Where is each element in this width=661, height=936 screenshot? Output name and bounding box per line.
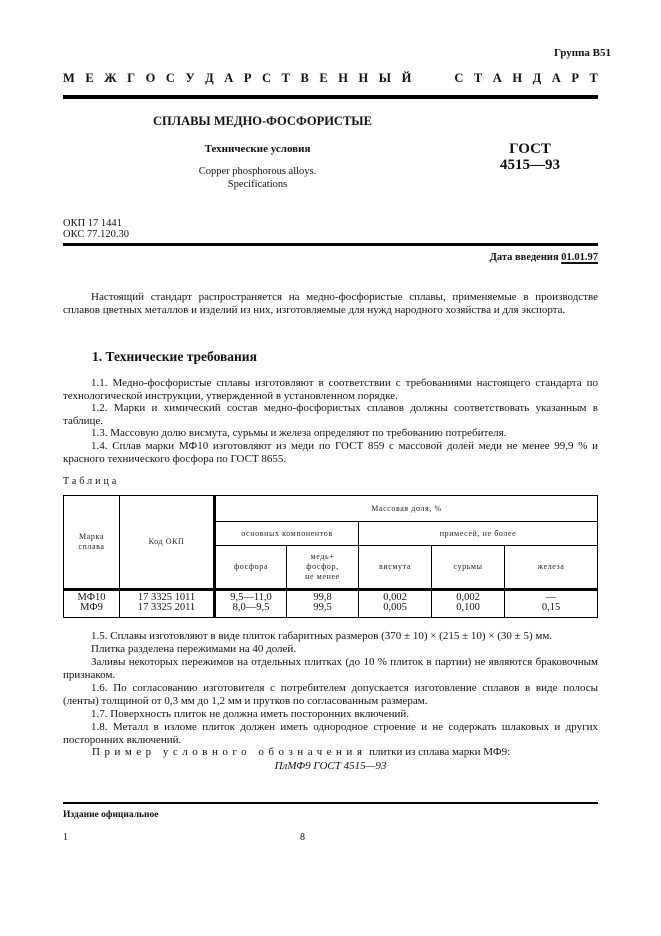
footer-rule xyxy=(63,802,598,804)
banner-letter: А xyxy=(224,71,234,85)
intro-date-label: Дата введения xyxy=(489,252,559,263)
banner-letter: Т xyxy=(281,71,290,85)
cell-iron xyxy=(505,590,598,618)
english-title-line1: Copper phosphorous alloys. xyxy=(198,166,317,177)
clause-text: 1.6. По согласованию изготовителя с потребителем допускается изготовление сплавов в виде полосы (ленты) толщиной от 0,3 мм до 1,2 мм и прутков по согласованным размерам. xyxy=(63,682,598,707)
gost-designation xyxy=(480,141,580,173)
group-label: Группа В51 xyxy=(553,47,611,59)
cu-p-value: 99,5 xyxy=(313,602,332,613)
header-main-components: основных компонентов xyxy=(215,522,359,546)
header-antimony: сурьмы xyxy=(432,546,505,590)
banner-letter: Е xyxy=(319,71,328,85)
cell-grade xyxy=(64,590,120,618)
okp-value: 17 3325 2011 xyxy=(137,602,196,613)
okp-value: 17 3325 1011 xyxy=(137,592,196,603)
composition-table xyxy=(63,495,598,618)
document-title: СПЛАВЫ МЕДНО-ФОСФОРИСТЫЕ xyxy=(153,114,372,128)
banner-letter: Н xyxy=(512,71,523,85)
phosphorus-value: 8,0—9,5 xyxy=(232,602,270,613)
clause-text: 1.5. Сплавы изготовляют в виде плиток габаритных размеров (370 ± 10) × (215 ± 10) × (30 ± 5) мм. xyxy=(91,630,553,642)
header-copper-phosphorus xyxy=(287,546,359,590)
document-subtitle: Технические условия xyxy=(204,143,311,155)
codes-rule xyxy=(63,243,598,246)
intro-date-value: 01.01.97 xyxy=(561,252,598,263)
banner-letter: Е xyxy=(85,71,94,85)
table-data-row xyxy=(64,590,598,618)
clause-1-5-tile-division xyxy=(63,643,598,656)
banner-letter: А xyxy=(492,71,502,85)
banner-letter: Й xyxy=(401,71,412,85)
interstate-standard-banner xyxy=(63,71,598,86)
banner-letter: Р xyxy=(571,71,579,85)
header-cu-p-line3: не менее xyxy=(305,572,340,581)
banner-letter: Т xyxy=(473,71,483,85)
header-rule xyxy=(63,95,598,99)
clause-1-4 xyxy=(63,440,598,465)
example-label xyxy=(92,746,510,758)
clause-text: Заливы некоторых пережимов на отдельных плитках (до 10 % плиток в партии) не являются браковочным признаком. xyxy=(63,656,598,681)
intro-paragraph-text: Настоящий стандарт распространяется на медно-фосфористые сплавы, применяемые в производстве сплавов цветных металлов и изделий из них, изготовляемые для нужд народного хозяйства и для экспорта. xyxy=(63,291,598,316)
clause-text: 1.3. Массовую долю висмута, сурьмы и железа определяют по требованию потребителя. xyxy=(91,427,507,439)
header-iron: железа xyxy=(505,546,598,590)
gost-number: 4515—93 xyxy=(500,157,560,173)
clause-1-5-fills xyxy=(63,656,598,681)
header-okp-code: Код ОКП xyxy=(120,496,215,590)
oks-code: ОКС 77.120.30 xyxy=(63,229,129,240)
clause-text: 1.8. Металл в изломе плиток должен иметь однородное строение и не содержать шлаковых и других посторонних включений. xyxy=(63,721,598,746)
antimony-value: 0,100 xyxy=(456,602,480,613)
english-title-line2: Specifications xyxy=(227,179,288,190)
banner-letter: М xyxy=(63,71,75,85)
banner-letter: Д xyxy=(205,71,214,85)
clause-1-8 xyxy=(63,721,598,746)
official-edition: Издание официальное xyxy=(63,810,159,820)
banner-letter: Н xyxy=(358,71,369,85)
banner-letter: С xyxy=(454,71,464,85)
header-cu-p-line2: фосфор, xyxy=(306,562,339,571)
cu-p-value: 99,8 xyxy=(313,592,332,603)
example-label-spaced: Пример условного обозначения xyxy=(92,746,367,758)
header-cu-p-line1: медь+ xyxy=(310,552,335,561)
iron-value: 0,15 xyxy=(541,602,561,613)
cell-okp xyxy=(120,590,215,618)
banner-letter: Д xyxy=(532,71,542,85)
page-number: 8 xyxy=(300,832,305,843)
header-phosphorus: фосфора xyxy=(215,546,287,590)
cell-copper-phosphorus xyxy=(287,590,359,618)
banner-letter: Г xyxy=(127,71,136,85)
header-bismuth: висмута xyxy=(359,546,432,590)
clause-text: 1.1. Медно-фосфористые сплавы изготовляют в соответствии с требованиями настоящего стандарта по технологической инструкции, утвержденной в установленном порядке. xyxy=(63,377,598,402)
cell-antimony xyxy=(432,590,505,618)
bismuth-value: 0,002 xyxy=(383,592,407,603)
clause-text: 1.2. Марки и химический состав медно-фосфористых сплавов должны соответствовать указанным в таблице. xyxy=(63,402,598,427)
section-heading: 1. Технические требования xyxy=(92,349,257,364)
banner-letter: С xyxy=(262,71,272,85)
clause-1-5 xyxy=(63,630,598,643)
header-grade xyxy=(64,496,120,590)
clause-1-1 xyxy=(63,377,598,402)
banner-letter: Н xyxy=(338,71,348,85)
clause-text: 1.7. Поверхность плиток не должна иметь посторонних включений. xyxy=(91,708,409,720)
example-designation: ПлМФ9 ГОСТ 4515—93 xyxy=(274,760,387,772)
table-caption: Таблица xyxy=(63,476,120,487)
clause-1-2 xyxy=(63,402,598,427)
header-mass-fraction: Массовая доля, % xyxy=(215,496,598,522)
banner-letter: Т xyxy=(589,71,598,85)
classification-codes xyxy=(63,218,129,240)
example-label-rest: плитки из сплава марки МФ9: xyxy=(366,746,511,758)
banner-letter: У xyxy=(185,71,195,85)
banner-letter: Р xyxy=(243,71,252,85)
antimony-value: 0,002 xyxy=(456,592,480,603)
page-mark-left: 1 xyxy=(63,832,68,843)
iron-value: — xyxy=(545,592,557,603)
okp-code: ОКП 17 1441 xyxy=(63,218,122,229)
clause-1-6 xyxy=(63,682,598,707)
intro-paragraph xyxy=(63,291,598,316)
clause-1-7 xyxy=(63,708,598,721)
cell-phosphorus xyxy=(215,590,287,618)
banner-letter: Ы xyxy=(378,71,392,85)
header-impurities: примесей, не более xyxy=(359,522,598,546)
clause-text: Плитка разделена пережимами на 40 долей. xyxy=(91,643,297,655)
banner-letter: А xyxy=(551,71,561,85)
gost-label: ГОСТ xyxy=(509,141,551,157)
word-gap xyxy=(422,71,444,86)
grade-value: МФ10 xyxy=(77,592,106,603)
phosphorus-value: 9,5—11,0 xyxy=(230,592,272,603)
header-grade-line1: Марка xyxy=(79,532,104,541)
bismuth-value: 0,005 xyxy=(383,602,407,613)
introduction-date xyxy=(490,252,598,263)
banner-letter: Ж xyxy=(104,71,117,85)
header-grade-line2: сплава xyxy=(78,542,105,551)
cell-bismuth xyxy=(359,590,432,618)
grade-value: МФ9 xyxy=(80,602,103,613)
english-title xyxy=(170,165,345,191)
banner-letter: В xyxy=(300,71,309,85)
clause-1-3 xyxy=(63,427,598,440)
banner-letter: С xyxy=(165,71,175,85)
clause-text: 1.4. Сплав марки МФ10 изготовляют из меди по ГОСТ 859 с массовой долей меди не менее 99,9 % и красного технического фосфора по ГОСТ 8655. xyxy=(63,440,598,465)
banner-letter: О xyxy=(145,71,156,85)
